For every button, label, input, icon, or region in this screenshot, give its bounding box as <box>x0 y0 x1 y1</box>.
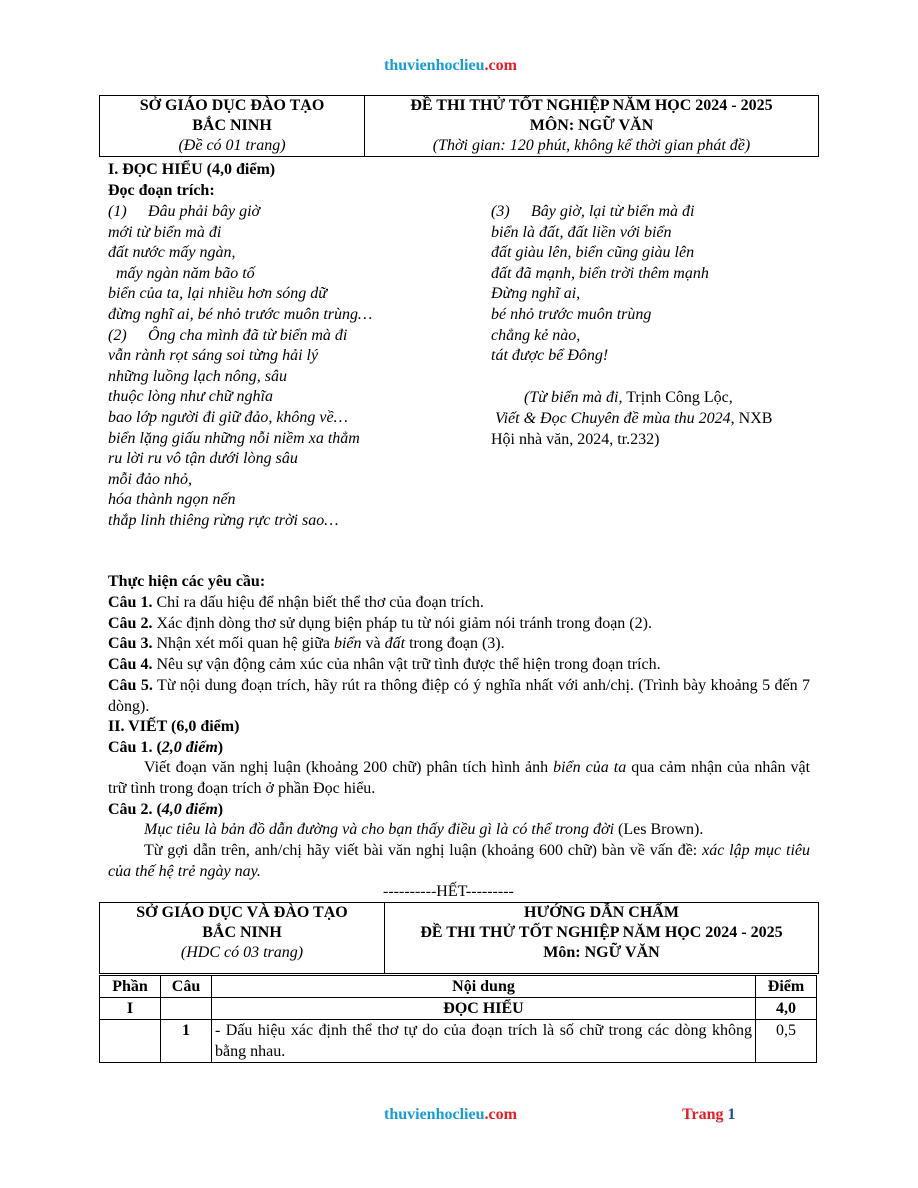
exam-title: ĐỀ THI THỬ TỐT NGHIỆP NĂM HỌC 2024 - 2025 <box>410 97 773 114</box>
poem-line-text: Bây giờ, lại từ biển mà đi <box>531 203 695 220</box>
poem-line-text: thuộc lòng như chữ nghĩa <box>108 388 273 406</box>
grading-header <box>99 902 819 974</box>
poem-line <box>108 202 372 223</box>
col-header-points: Điểm <box>756 976 817 998</box>
writing-q1-text: Viết đoạn văn nghị luận (khoảng 200 chữ) phân tích hình ảnh biển của ta qua cảm nhận của nhân vật trữ tình trong đoạn trích ở phần Đọc hiểu. <box>108 759 811 797</box>
grading-header-left <box>100 903 385 974</box>
poem-line-text: đất nước mấy ngàn, <box>108 244 236 262</box>
poem-line-text: những luồng lạch nông, sâu <box>108 367 287 385</box>
poem-line-text: đất đã mạnh, biển trời thêm mạnh <box>491 264 709 282</box>
writing-q2-label: Câu 2. (4,0 điểm) <box>108 801 224 818</box>
poem-line-text: biển lặng giấu những nỗi niềm xa thẳm <box>108 429 360 447</box>
stanza-number: (2) <box>108 326 127 344</box>
poem-line <box>491 264 709 285</box>
poem-line <box>108 326 372 347</box>
exam-header-right <box>365 96 819 157</box>
page-count-note: (Đề có 01 trang) <box>178 137 286 154</box>
page-number: Trang 1 <box>682 1106 736 1123</box>
section-1-title: I. ĐỌC HIỂU (4,0 điểm) <box>108 161 276 178</box>
empty-cell <box>161 998 212 1020</box>
writing-q2-text: Từ gợi dẫn trên, anh/chị hãy viết bài văn nghị luận (khoảng 600 chữ) bàn về vấn đề: xác lập mục tiêu của thế hệ trẻ ngày nay. <box>108 842 811 880</box>
poem-left-column <box>108 202 372 532</box>
writing-q1-label: Câu 1. (2,0 điểm) <box>108 739 224 756</box>
poem-right-column <box>491 202 709 367</box>
end-mark: ----------HẾT--------- <box>383 883 514 900</box>
department-name-2: SỞ GIÁO DỤC VÀ ĐÀO TẠO <box>136 904 348 921</box>
guide-page-count-note: (HDC có 03 trang) <box>180 944 304 961</box>
guide-subject: Môn: NGỮ VĂN <box>543 944 660 961</box>
poem-line <box>108 490 372 511</box>
writing-q2-quote: Mục tiêu là bản đồ dẫn đường và cho bạn thấy điều gì là có thể trong đời (Les Brown). <box>144 821 704 838</box>
poem-line <box>108 408 372 429</box>
poem-line <box>108 305 372 326</box>
poem-line <box>491 243 709 264</box>
poem-source-line-2: Viết & Đọc Chuyên đề mùa thu 2024, NXB <box>495 410 773 427</box>
poem-line-text: ru lời ru vô tận dưới lòng sâu <box>108 450 298 468</box>
poem-line-text: bé nhỏ trước muôn trùng <box>491 305 652 323</box>
stanza-number: (1) <box>108 203 127 220</box>
exam-header-left <box>100 96 365 157</box>
poem-line <box>108 264 372 285</box>
province-name-2: BẮC NINH <box>202 924 282 941</box>
poem-source-line-1: (Từ biển mà đi, Trịnh Công Lộc, <box>524 389 733 406</box>
poem-line <box>108 387 372 408</box>
poem-line <box>108 367 372 388</box>
poem-source-line-3: Hội nhà văn, 2024, tr.232) <box>491 431 660 448</box>
poem-line-text: đừng nghĩ ai, bé nhỏ trước muôn trùng… <box>108 305 373 323</box>
poem-line-text: thắp linh thiêng rừng rực trời sao… <box>108 511 339 529</box>
poem-line-text: biển của ta, lại nhiều hơn sóng dữ <box>108 285 328 303</box>
exam-subject: MÔN: NGỮ VĂN <box>529 117 654 134</box>
site-watermark-bottom: thuvienhoclieu.com <box>384 1106 517 1123</box>
question-4: Câu 4. Nêu sự vận động cảm xúc của nhân vật trữ tình được thể hiện trong đoạn trích. <box>108 656 661 673</box>
poem-line-text: hóa thành ngọn nến <box>108 491 236 509</box>
poem-line-text: tát được bể Đông! <box>491 347 609 365</box>
poem-line <box>491 202 709 223</box>
table-row <box>100 1020 817 1063</box>
question-2: Câu 2. Xác định dòng thơ sử dụng biện pháp tu từ nói giảm nói tránh trong đoạn (2). <box>108 615 652 632</box>
poem-line <box>108 470 372 491</box>
poem-line-text: Đừng nghĩ ai, <box>491 285 581 303</box>
guide-title: HƯỚNG DẪN CHẤM <box>524 904 679 921</box>
col-header-question: Câu <box>161 976 212 998</box>
province-name: BẮC NINH <box>192 117 272 134</box>
poem-line <box>108 223 372 244</box>
poem-line-text: biển là đất, đất liền với biển <box>491 223 672 241</box>
department-name: SỞ GIÁO DỤC ĐÀO TẠO <box>139 97 325 114</box>
exam-time-note: (Thời gian: 120 phút, không kể thời gian phát đề) <box>432 137 751 154</box>
col-header-content: Nội dung <box>212 976 756 998</box>
question-number: 1 <box>161 1020 212 1063</box>
poem-line-text: Đâu phải bây giờ <box>148 203 261 220</box>
poem-line <box>108 511 372 532</box>
poem-line <box>491 346 709 367</box>
answer-content: - Dấu hiệu xác định thể thơ tự do của đoạn trích là số chữ trong các dòng không bằng nhau. <box>212 1020 756 1063</box>
question-1: Câu 1. Chỉ ra dấu hiệu để nhận biết thể thơ của đoạn trích. <box>108 594 484 611</box>
poem-line-text: mấy ngàn năm bão tố <box>108 264 255 282</box>
grading-table <box>99 975 817 1063</box>
poem-line <box>108 284 372 305</box>
tasks-title: Thực hiện các yêu cầu: <box>108 573 266 590</box>
empty-cell <box>100 1020 161 1063</box>
poem-line-text: đất giàu lên, biển cũng giàu lên <box>491 244 695 262</box>
table-row <box>100 998 817 1020</box>
poem-line-text: Ông cha mình đã từ biển mà đi <box>148 326 348 344</box>
poem-line <box>491 326 709 347</box>
section-points: 4,0 <box>756 998 817 1020</box>
poem-line <box>108 243 372 264</box>
grading-header-right <box>385 903 819 974</box>
stanza-number: (3) <box>491 203 510 220</box>
poem-line-text: chẳng kẻ nào, <box>491 326 581 344</box>
answer-points: 0,5 <box>756 1020 817 1063</box>
poem-line-text: vẫn rành rọt sáng soi từng hải lý <box>108 347 319 365</box>
question-5: Câu 5. Từ nội dung đoạn trích, hãy rút ra thông điệp có ý nghĩa nhất với anh/chị. (Trình bày khoảng 5 đến 7 dòng). <box>108 677 811 715</box>
question-3: Câu 3. Nhận xét mối quan hệ giữa biển và đất trong đoạn (3). <box>108 635 505 652</box>
section-2-title: II. VIẾT (6,0 điểm) <box>108 718 240 735</box>
section-part: I <box>100 998 161 1020</box>
poem-line-text: mỗi đảo nhỏ, <box>108 470 192 488</box>
reading-intro: Đọc đoạn trích: <box>108 182 215 199</box>
site-watermark-top: thuvienhoclieu.com <box>384 57 517 74</box>
guide-exam-title: ĐỀ THI THỬ TỐT NGHIỆP NĂM HỌC 2024 - 2025 <box>420 924 783 941</box>
poem-line-text: mới từ biển mà đi <box>108 223 222 241</box>
exam-header <box>99 95 819 157</box>
poem-line <box>491 284 709 305</box>
poem-line-text: bao lớp người đi giữ đảo, không về… <box>108 408 348 426</box>
section-name: ĐỌC HIỂU <box>212 998 756 1020</box>
col-header-part: Phần <box>100 976 161 998</box>
poem-line <box>108 346 372 367</box>
poem-line <box>108 429 372 450</box>
poem-line <box>491 305 709 326</box>
poem-line <box>491 223 709 244</box>
poem-line <box>108 449 372 470</box>
grading-table-header <box>100 976 817 998</box>
